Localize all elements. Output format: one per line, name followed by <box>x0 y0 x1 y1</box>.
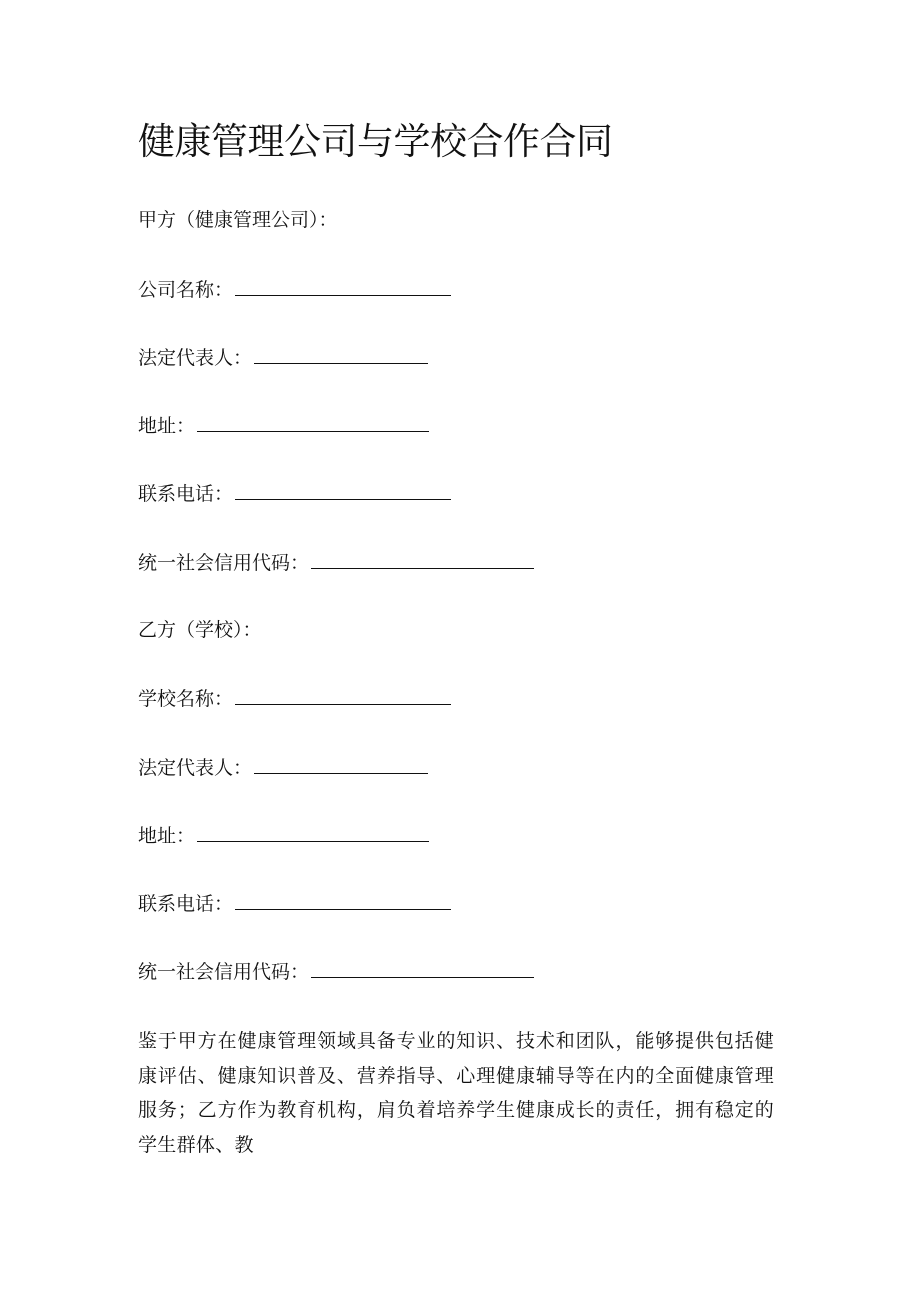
contract-title: 健康管理公司与学校合作合同 <box>138 120 613 163</box>
party-a-legal-rep-row <box>138 343 428 372</box>
party-a-credit-code-blank[interactable] <box>311 548 534 569</box>
party-b-credit-code-blank[interactable] <box>311 957 534 978</box>
party-a-address-blank[interactable] <box>197 411 429 432</box>
party-b-phone-label: 联系电话： <box>138 893 234 915</box>
party-b-heading: 乙方（学校）： <box>138 619 262 641</box>
party-a-heading: 甲方（健康管理公司）： <box>138 209 338 231</box>
party-b-credit-code-label: 统一社会信用代码： <box>138 961 310 983</box>
party-a-company-name-blank[interactable] <box>235 275 451 296</box>
party-a-company-name-label: 公司名称： <box>138 279 234 301</box>
party-b-address-label: 地址： <box>138 825 196 847</box>
party-b-phone-row <box>138 889 451 918</box>
party-a-credit-code-label: 统一社会信用代码： <box>138 552 310 574</box>
party-a-legal-rep-blank[interactable] <box>254 343 428 364</box>
party-b-school-name-row <box>138 684 451 713</box>
party-b-address-row <box>138 821 429 850</box>
party-a-legal-rep-label: 法定代表人： <box>138 347 253 369</box>
party-b-address-blank[interactable] <box>197 821 429 842</box>
party-a-company-name-row <box>138 275 451 304</box>
party-b-legal-rep-label: 法定代表人： <box>138 757 253 779</box>
party-b-credit-code-row <box>138 957 534 986</box>
party-a-phone-label: 联系电话： <box>138 483 234 505</box>
party-b-school-name-label: 学校名称： <box>138 688 234 710</box>
party-a-address-row <box>138 411 429 440</box>
recital-paragraph: 鉴于甲方在健康管理领域具备专业的知识、技术和团队，能够提供包括健康评估、健康知识普及、营养指导、心理健康辅导等在内的全面健康管理服务；乙方作为教育机构，肩负着培养学生健康成长的责任，拥有稳定的学生群体、教 <box>138 1030 774 1156</box>
party-a-address-label: 地址： <box>138 415 196 437</box>
party-a-phone-row <box>138 479 451 508</box>
party-a-phone-blank[interactable] <box>235 479 451 500</box>
party-b-school-name-blank[interactable] <box>235 684 451 705</box>
party-b-phone-blank[interactable] <box>235 889 451 910</box>
party-b-legal-rep-blank[interactable] <box>254 753 428 774</box>
party-a-credit-code-row <box>138 548 534 577</box>
party-b-legal-rep-row <box>138 753 428 782</box>
